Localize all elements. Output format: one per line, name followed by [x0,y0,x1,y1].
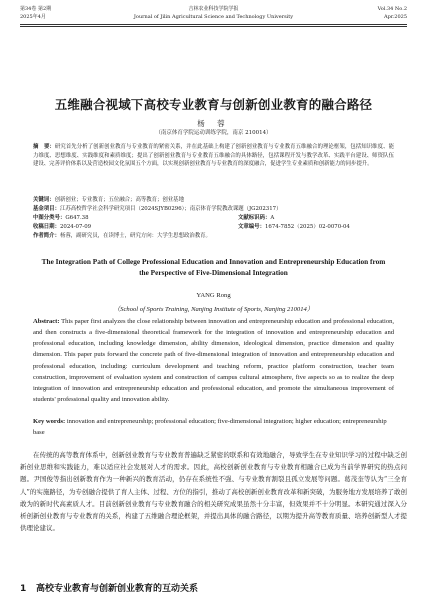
doc-code-text: A [270,215,275,221]
doc-code-label: 文献标识码： [238,215,271,221]
affiliation-en: （School of Sports Training, Nanjing Institute of Sports, Nanjing 210014） [113,306,314,313]
intro-paragraph: 在传统的高等教育体系中，创新创业教育与专业教育普遍缺乏紧密的联系和有效地融合，导致学生在专业知识学习的过程中缺乏创新创业思维和实践能力，难以适应社会发展对人才的需求。因此，高校创新创业教育与专业教育相融合已成为当前学界研究的热点问题。尹国俊等指出创新教育作为一种新兴的教育活动，仍存在系统性不强、与专业教育割裂且孤立发展等问题。葛茂奎等认为“三全育人”的实施路径，为专创融合提供了育人主体、过程、方位的指引，推动了高校创新创业教育改革和新突破，为服务地方发展培养了敢创敢为的新时代高素质人才。目前创新创业教育与专业教育融合的相关研究成果虽然十分丰富，但效果并不十分明显。本研究通过深入分析创新创业教育与专业教育的关系，构建了五维融合理论框架，并提出具体的融合路径，以期为提升高等教育质量、培养创新型人才提供理论建议。 [20,451,407,533]
publication-date-en: Apr.2025 [384,13,407,20]
volume-issue-en: Vol.34 No.2 [377,6,407,12]
classification-row [33,214,394,223]
paper-title-en: The Integration Path of College Professional Education and Innovation and Entrepreneurship Education from the Perspective of Five-Dimensional Integration [41,257,386,277]
keywords-en-text: innovation and entrepreneurship; professional education; five-dimensional integration; higher education; entrepreneurship base [33,418,387,437]
volume-issue: 第34卷 第2期 [20,6,52,12]
article-number-label: 文章编号： [238,224,265,230]
journal-name-en: Journal of Jilin Agricultural Science and Technology University [133,13,294,20]
header-rule-thin [20,26,407,27]
section-number: 1 [20,584,27,594]
keywords-cn [33,196,394,205]
affiliation-cn: （南京体育学院运动训练学院，南京 210014） [155,130,272,136]
received-label: 收稿日期： [33,224,60,230]
author-bio-text: 杨蓉，副研究员，在读博士，研究方向：大学生思想政治教育。 [59,233,211,239]
author-bio-label: 作者简介： [33,233,60,239]
keywords-cn-label: 关键词： [33,197,55,203]
section-title: 高校专业教育与创新创业教育的互动关系 [36,584,199,594]
abstract-en-text: This paper first analyzes the close relationship between innovation and entrepreneurship education and professional education, and then constructs a five-dimensional theoretical framework for the integration of innovation and entrepreneurship education and professional education, including knowledge dimension, ability dimension, ideological dimension, practice dimension and quality dimension. This paper puts forward the concrete path of five-dimensional integration of innovation and entrepreneurship education and professional education, including: curriculum development and teaching reform, practice platform construction, teacher team construction, improvement of evaluation system and construction of campus cultural atmosphere, five aspects so as to realize the deep integration of innovation and entrepreneurship education and professional education, and promote the simultaneous improvement of students' professional quality and innovation ability. [33,318,394,404]
abstract-en-label: Abstract: [33,318,60,325]
keywords-en [33,416,394,438]
fund-info [33,205,394,214]
abstract-cn [33,143,394,169]
keywords-en-label: Key words: [33,418,66,425]
header-center [20,6,407,21]
journal-name-cn: 吉林农业科技学院学报 [188,6,239,12]
author-name-en: YANG Rong [196,292,231,299]
section-heading [20,581,407,594]
clc-label: 中图分类号： [33,215,66,221]
fund-label: 基金项目： [33,206,60,212]
author-name-cn: 杨 蓉 [197,119,230,128]
abstract-cn-text: 研究首先分析了创新创业教育与专业教育的紧密关系，并在此基础上构建了创新创业教育与专业教育五维融合的理论框架，包括知识维度、能力维度、思想维度、实践维度和素质维度；提出了创新创业教育与专业教育五维融合的具体路径，包括课程开发与教学改革、实践平台建设、师资队伍建设、完善评价体系以及营造校园文化氛围五个方面，以实现创新创业教育与专业教育的深度融合，促进学生专业素质和创新能力的同步提升。 [33,144,394,168]
header-right [378,6,407,21]
received-row [33,223,394,232]
article-number: 1674-7852（2025）02-0070-04 [264,224,350,230]
keywords-cn-text: 创新创业；专业教育；五位融合；高等教育；创业基地 [54,197,184,203]
publication-date: 2025年4月 [20,13,46,20]
paper-title-cn: 五维融合视域下高校专业教育与创新创业教育的融合路径 [54,97,373,112]
abstract-en [33,316,394,405]
received-date: 2024-07-09 [59,224,92,230]
clc-text: G647.38 [65,215,89,221]
fund-text: 江苏高校哲学社会科学研究项目（2024SJYB0296）；南京体育学院教改课题（JG202317） [59,206,282,212]
author-bio [33,232,394,241]
abstract-cn-label: 摘 要： [33,144,55,150]
